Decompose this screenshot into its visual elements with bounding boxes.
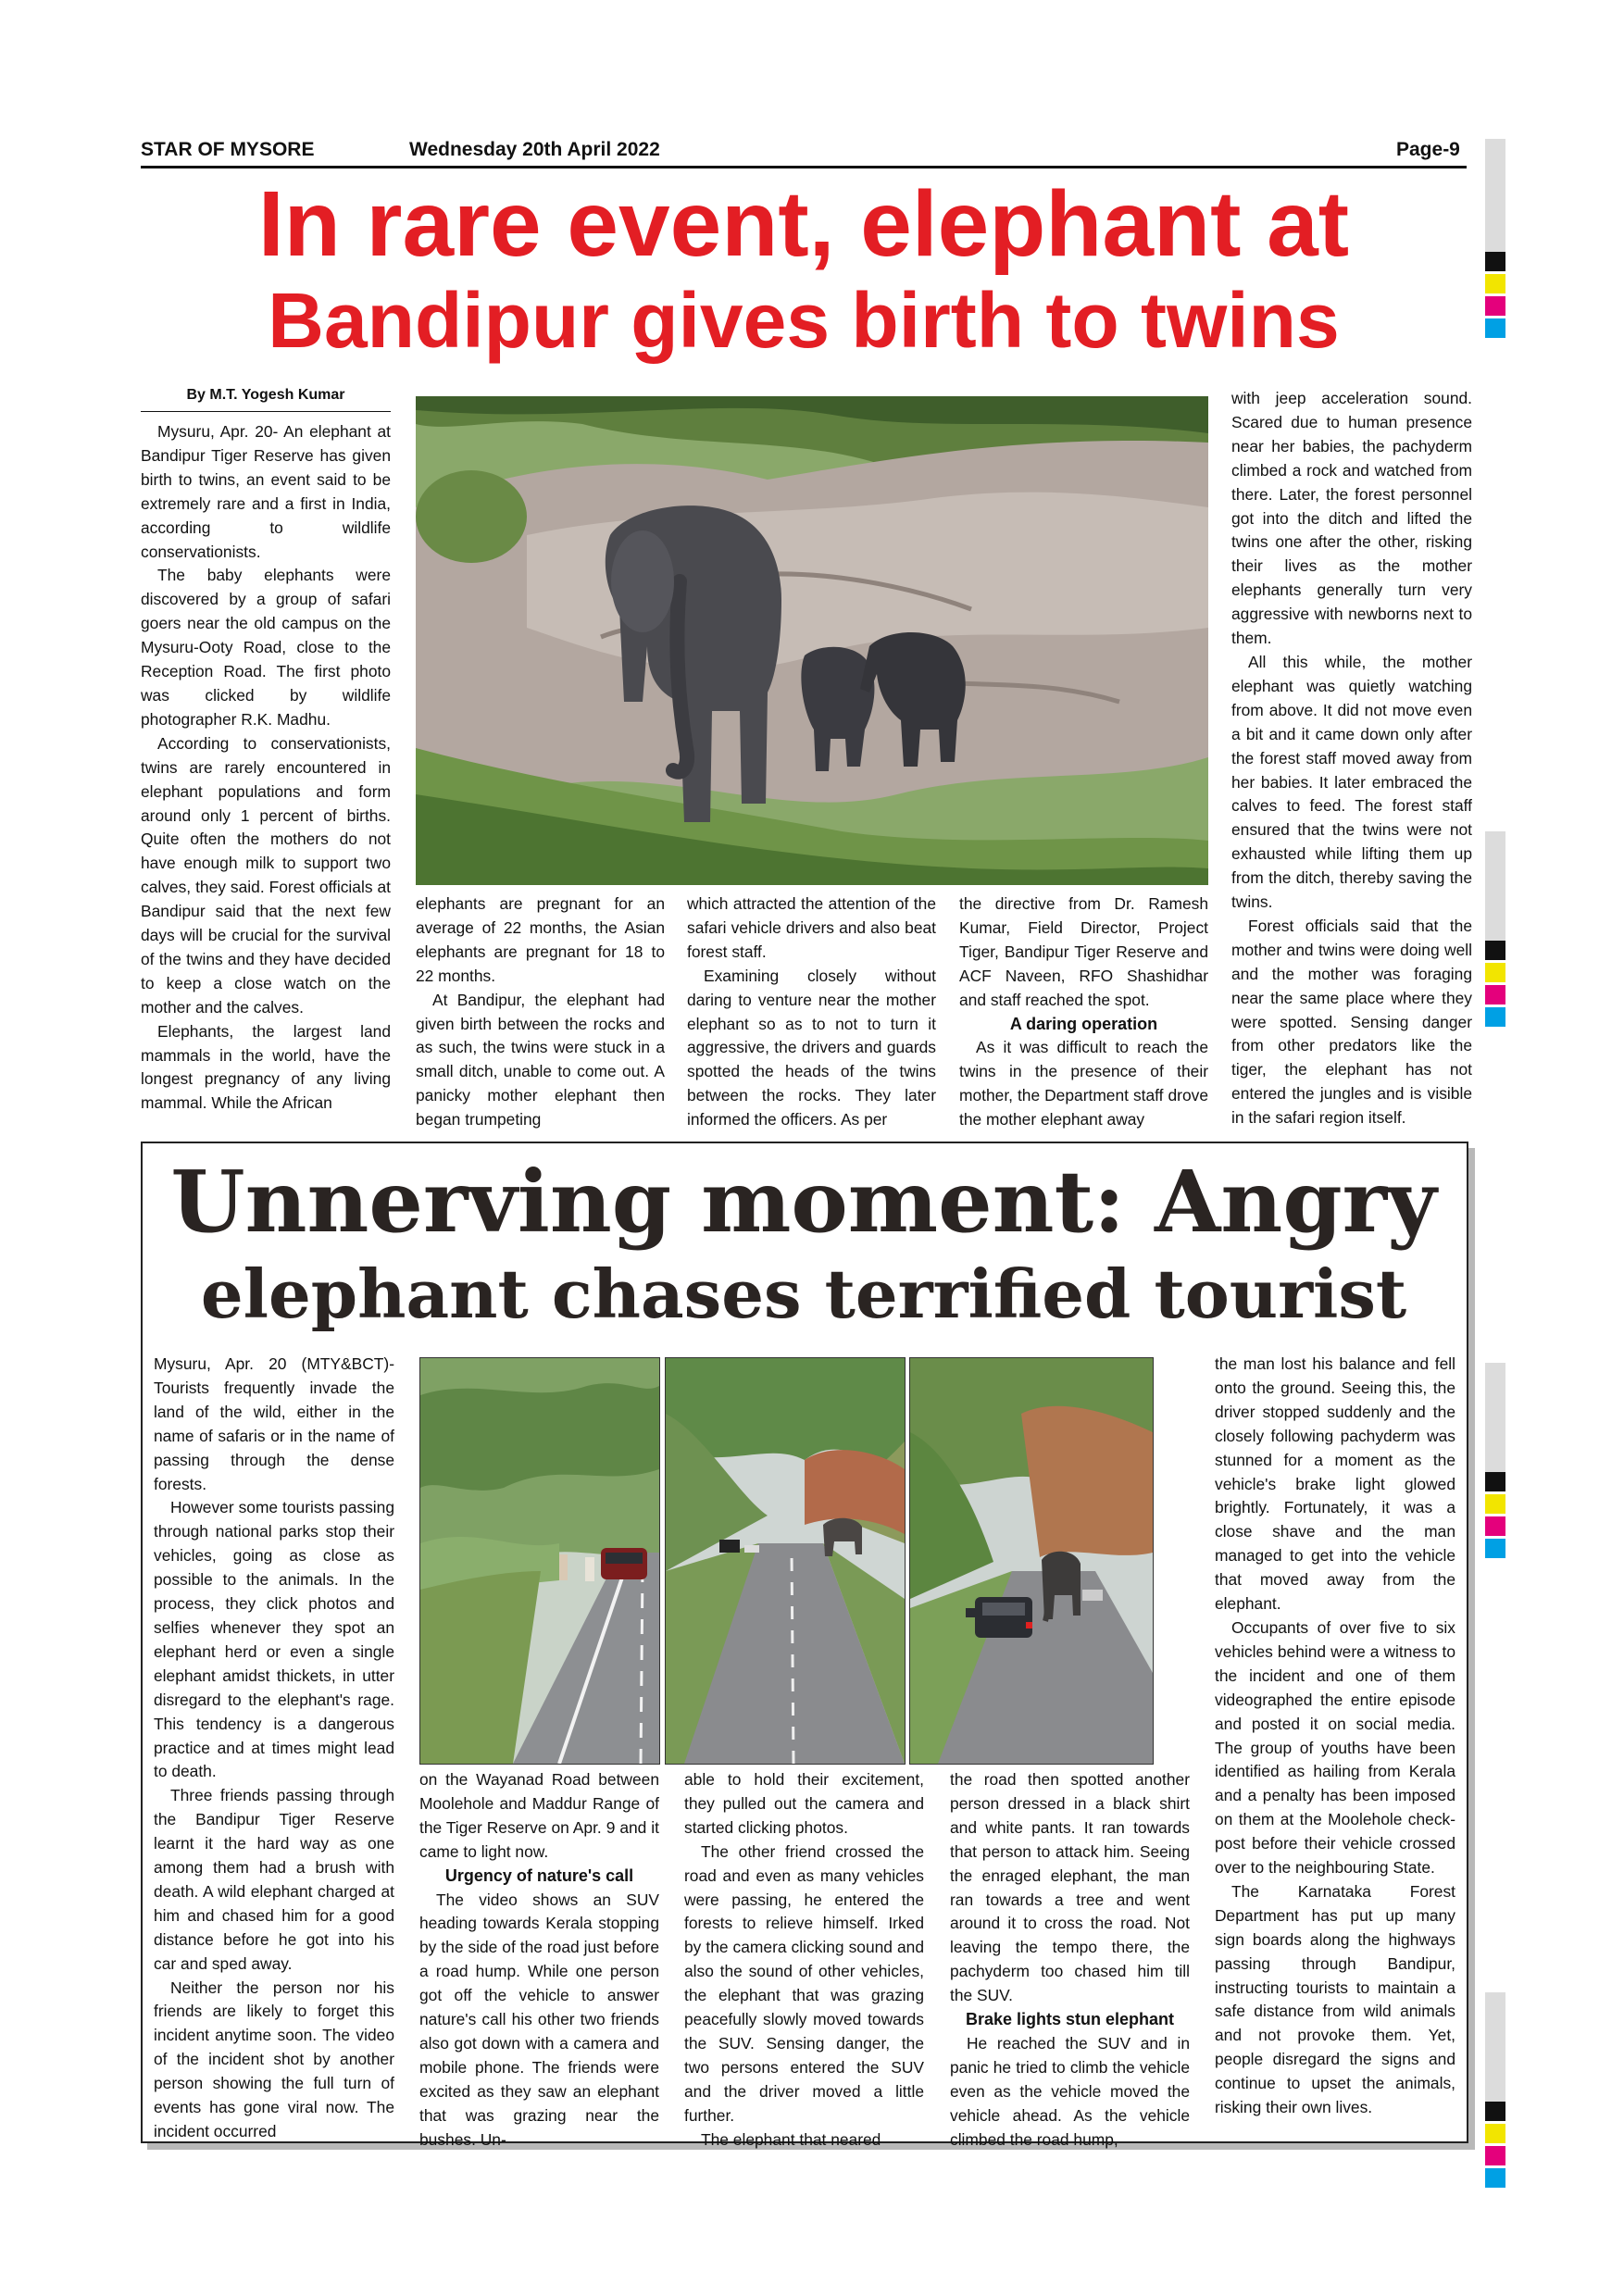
paragraph: Three friends passing through the Bandipur Tiger Reserve learnt it the hard way as one among them had a brush with death. A wild elephant charged at him and chased him for a good distance before he got into his car and sped away. (154, 1786, 394, 1973)
paragraph: As it was difficult to reach the twins in the presence of their mother, the Department staff drove the mother elephant away (959, 1038, 1208, 1129)
paragraph: elephants are pregnant for an average of 22 months, the Asian elephants are pregnant for 18 to 22 months. (416, 894, 665, 985)
article1-headline-line1: In rare event, elephant at (257, 172, 1350, 276)
paragraph: Mysuru, Apr. 20- An elephant at Bandipur Tiger Reserve has given birth to twins, an event said to be extremely rare and a first in India, according to wildlife conservationists. (141, 422, 391, 561)
paragraph: He reached the SUV and in panic he tried to climb the vehicle even as the vehicle moved the vehicle ahead. As the vehicle climbed the road hump, (950, 2033, 1190, 2149)
registration-cmyk-swatch (1485, 2102, 1505, 2189)
article1-column-3 (687, 892, 936, 1132)
paragraph: the road then spotted another person dressed in a black shirt and white pants. It ran towards that person to attack him. Seeing the enraged elephant, the man ran towards a tree and went around it to cross the road. Not leaving the tempo there, the pachyderm too chased him till the SUV. (950, 1770, 1190, 2005)
paragraph: Neither the person nor his friends are likely to forget this incident anytime soon. The video of the incident shot by another person showing the full turn of events has gone viral now. The incident occurred (154, 1978, 394, 2140)
paragraph: All this while, the mother elephant was quietly watching from above. It did not move even a bit and it came down only after the forest staff moved away from her babies. It later embraced the calves to feed. The forest staff ensured that the twins were not exhausted while lifting them up from the ditch, thereby saving the twins. (1231, 652, 1472, 912)
registration-grey-bar (1485, 1992, 1505, 2102)
article1-column-1 (141, 420, 391, 1116)
registration-cmyk-swatch (1485, 941, 1505, 1028)
article2-headline-line2: elephant chases terrified tourist (200, 1254, 1407, 1333)
article2-column-2 (419, 1768, 659, 2152)
paragraph: At Bandipur, the elephant had given birth between the rocks and as such, the twins were stuck in a small ditch, unable to come out. A panicky mother elephant then began trumpeting (416, 990, 665, 1129)
byline-rule (141, 411, 391, 412)
registration-cmyk-swatch (1485, 252, 1505, 339)
byline: By M.T. Yogesh Kumar (186, 387, 345, 403)
photo-elephant-with-twins (416, 396, 1208, 885)
paragraph: which attracted the attention of the safari vehicle drivers and also beat forest staff. (687, 894, 936, 961)
article1-column-2 (416, 892, 665, 1132)
paragraph: The video shows an SUV heading towards Kerala stopping by the side of the road just before a road hump. While one person got off the vehicle to answer nature's call his other two friends also got down with a camera and mobile phone. The friends were excited as they saw an elephant that was grazing near the bushes. Un- (419, 1890, 659, 2149)
masthead-rule (141, 166, 1467, 168)
paragraph: with jeep acceleration sound. Scared due to human presence near her babies, the pachyderm climbed a rock and watched from there. Later, the forest personnel got into the ditch and lifted the twins one after the other, risking their lives as the mother elephants generally turn very aggressive with newborns next to them. (1231, 389, 1472, 648)
paragraph: The baby elephants were discovered by a group of safari goers near the old campus on the Mysuru-Ooty Road, close to the Reception Road. The first photo was clicked by wildlife photographer R.K. Madhu. (141, 566, 391, 729)
subheading-brake-lights-stun-elephant: Brake lights stun elephant (965, 2010, 1175, 2029)
paragraph: Occupants of over five to six vehicles behind were a witness to the incident and one of them videographed the entire episode and posted it on social media. The group of youths have been identified as hailing from Kerala and a penalty has been imposed on them at the Moolehole check-post before their vehicle crossed over to the neighbouring State. (1215, 1617, 1455, 1878)
paragraph: The other friend crossed the road and even as many vehicles were passing, he entered the forests to relieve himself. Irked by the camera clicking sound and also the sound of other vehicles, the elephant that was grazing peacefully slowly moved towards the SUV. Sensing danger, the two persons entered the SUV and the driver moved a little further. (684, 1841, 924, 2125)
paragraph: Mysuru, Apr. 20 (MTY&BCT)- Tourists frequently invade the land of the wild, either in the name of safaris or in the name of passing through the dense forests. (154, 1354, 394, 1493)
registration-grey-bar (1485, 139, 1505, 252)
paragraph: The Karnataka Forest Department has put up many sign boards along the highways passing through Bandipur, instructing tourists to maintain a safe distance from wild animals and not provoke them. Yet, people disregard the signs and continue to upset the animals, risking their own lives. (1215, 1881, 1455, 2117)
paragraph: The elephant that neared (701, 2129, 881, 2149)
paper-name: STAR OF MYSORE (141, 139, 315, 160)
article1-headline-line2: Bandipur gives birth to twins (268, 277, 1340, 364)
subheading-urgency-of-natures-call: Urgency of nature's call (444, 1866, 634, 1885)
paragraph: Examining closely without daring to venture near the mother elephant so as to not to turn it aggressive, the drivers and guards spotted the heads of the twins between the rocks. They later informed the officers. As per (687, 966, 936, 1129)
paragraph: However some tourists passing through national parks stop their vehicles, going as close as possible to the animals. In the process, they click photos and selfies whenever they spot an elephant herd or even a single elephant amidst thickets, in utter disregard to the elephant's rage. This tendency is a dangerous practice and at times might lead to death. (154, 1498, 394, 1781)
registration-grey-bar (1485, 831, 1505, 941)
paragraph: on the Wayanad Road between Moolehole and Maddur Range of the Tiger Reserve on Apr. 9 and it came to light now. (419, 1770, 659, 1861)
article2-column-4 (950, 1768, 1190, 2152)
registration-grey-bar (1485, 1363, 1505, 1472)
subheading-daring-operation: A daring operation (1009, 1014, 1158, 1033)
article1-column-5 (1231, 387, 1472, 1130)
issue-date: Wednesday 20th April 2022 (409, 139, 660, 160)
paragraph: Elephants, the largest land mammals in the world, have the longest pregnancy of any living mammal. While the African (141, 1021, 391, 1113)
article1-column-4 (959, 892, 1208, 1132)
photo-elephant-chasing-man-to-suv (909, 1357, 1154, 1765)
registration-cmyk-swatch (1485, 1472, 1505, 1559)
article2-headline-line1: Unnerving moment: Angry (170, 1152, 1437, 1252)
photo-suv-stopped-roadside (419, 1357, 660, 1765)
paragraph: According to conservationists, twins are rarely encountered in elephant populations and form around only 1 percent of births. Quite often the mothers do not have enough milk to support two calves, they said. Forest officials at Bandipur said that the next few days will be crucial for the survival of the twins and they have decided to keep a close watch on the mother and the calves. (141, 733, 391, 1017)
article2-column-3 (684, 1768, 924, 2152)
photo-elephant-crossing-road (665, 1357, 906, 1765)
article2-column-5 (1215, 1353, 1455, 2120)
paragraph: the directive from Dr. Ramesh Kumar, Field Director, Project Tiger, Bandipur Tiger Reserve and ACF Naveen, RFO Shashidhar and staff reached the spot. (959, 894, 1208, 1009)
article2-column-1 (154, 1353, 394, 2144)
paragraph: Forest officials said that the mother and twins were doing well and the mother was foraging near the same place where they were spotted. Sensing danger from other predators like the tiger, the elephant has not entered the jungles and is visible in the safari region itself. (1231, 916, 1472, 1128)
paragraph: able to hold their excitement, they pulled out the camera and started clicking photos. (684, 1770, 924, 1837)
paragraph: the man lost his balance and fell onto the ground. Seeing this, the driver stopped suddenly and the closely following pachyderm was stunned for a moment as the vehicle's brake light glowed brightly. Fortunately, it was a close shave and the man managed to get into the vehicle that moved away from the elephant. (1215, 1354, 1455, 1614)
page-number: Page-9 (1396, 139, 1460, 160)
